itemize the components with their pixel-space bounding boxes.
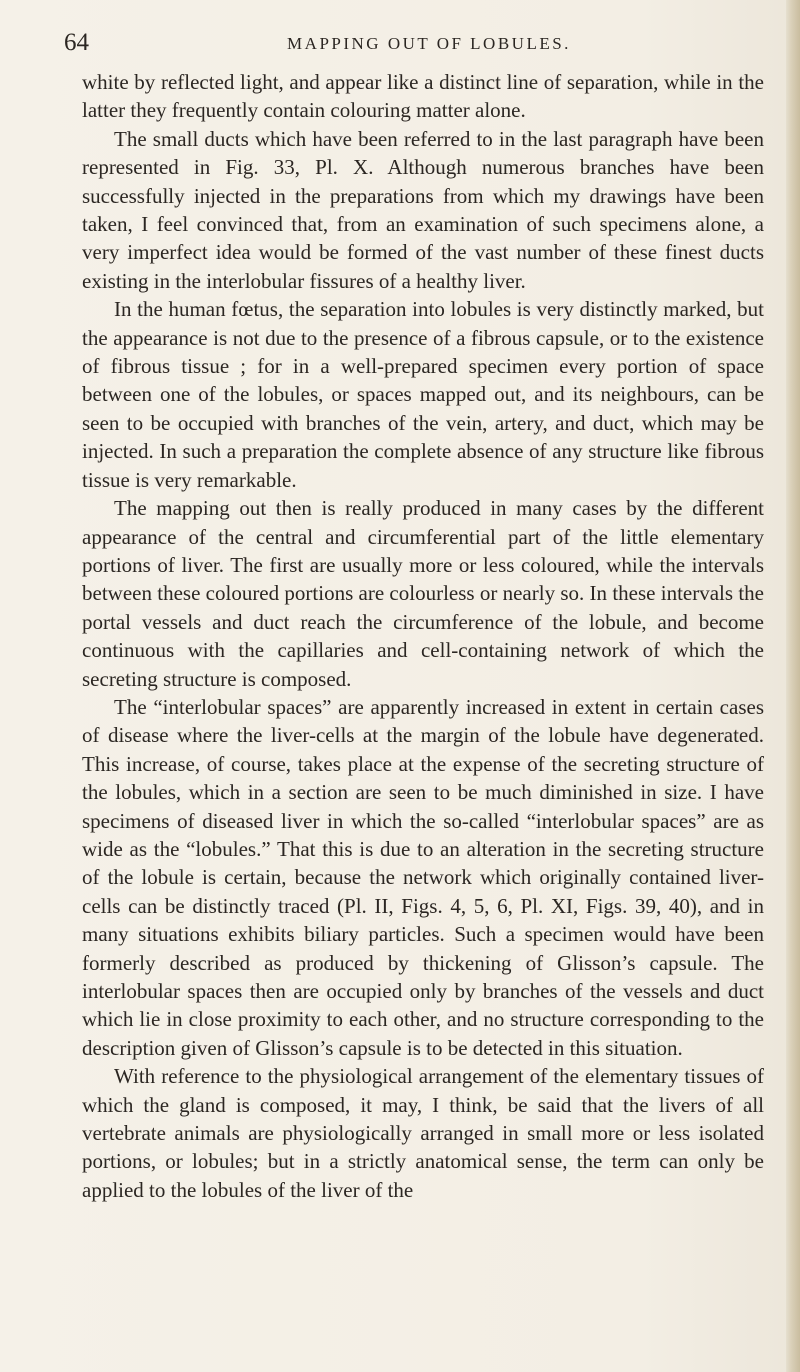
page-header	[64, 28, 754, 62]
paragraph-interlobular-spaces: The “interlobular spaces” are apparently increased in extent in certain cases of disease where the liver-cells at the margin of the lobule have degenerated. This increase, of course, takes place at the expense of the secreting structure of the lobules, which in a section are seen to be much diminished in size. I have specimens of diseased liver in which the so-called “interlobular spaces” are as wide as the “lobules.” That this is due to an alteration in the secreting structure of the lobule is certain, because the network which originally contained liver-cells can be distinctly traced (Pl. II, Figs. 4, 5, 6, Pl. XI, Figs. 39, 40), and in many situations exhibits biliary particles. Such a specimen would have been formerly described as produced by thickening of Glisson’s capsule. The interlobular spaces then are occupied only by branches of the vessels and duct which lie in close proximity to each other, and no structure corresponding to the description given of Glisson’s capsule is to be detected in this situation.	[82, 694, 764, 1060]
paragraph-continuation: white by reflected light, and appear like a distinct line of separation, while in the latter they frequently contain colouring matter alone.	[82, 70, 764, 123]
page-edge	[786, 0, 800, 1372]
paragraph-small-ducts: The small ducts which have been referred to in the last paragraph have been represented in Fig. 33, Pl. X. Although numerous branches have been successfully injected in the preparations from which my drawings have been taken, I feel convinced that, from an examination of such specimens alone, a very imperfect idea would be formed of the vast number of these finest ducts existing in the interlobular fissures of a healthy liver.	[82, 126, 764, 293]
page-number: 64	[64, 29, 89, 56]
body-text	[82, 68, 764, 1204]
paragraph-physiological-arrangement: With reference to the physiological arrangement of the elementary tissues of which the gland is composed, it may, I think, be said that the livers of all vertebrate animals are physiologically arranged in small more or less isolated portions, or lobules; but in a strictly anatomical sense, the term can only be applied to the lobules of the liver of the	[82, 1064, 764, 1202]
running-head: MAPPING OUT OF LOBULES.	[287, 34, 571, 53]
paragraph-mapping-out: The mapping out then is really produced in many cases by the different appearance of the central and circumferential part of the little elementary portions of liver. The first are usually more or less coloured, while the intervals between these coloured portions are colourless or nearly so. In these intervals the portal vessels and duct reach the circumference of the lobule, and become continuous with the capillaries and cell-containing network of which the secreting structure is composed.	[82, 496, 764, 691]
paragraph-human-foetus: In the human fœtus, the separation into lobules is very distinctly marked, but the appearance is not due to the presence of a fibrous capsule, or to the existence of fibrous tissue ; for in a well-prepared specimen every portion of space between one of the lobules, or spaces mapped out, and its neighbours, can be seen to be occupied with branches of the vein, artery, and duct, which may be injected. In such a preparation the complete absence of any structure like fibrous tissue is very remarkable.	[82, 297, 764, 492]
